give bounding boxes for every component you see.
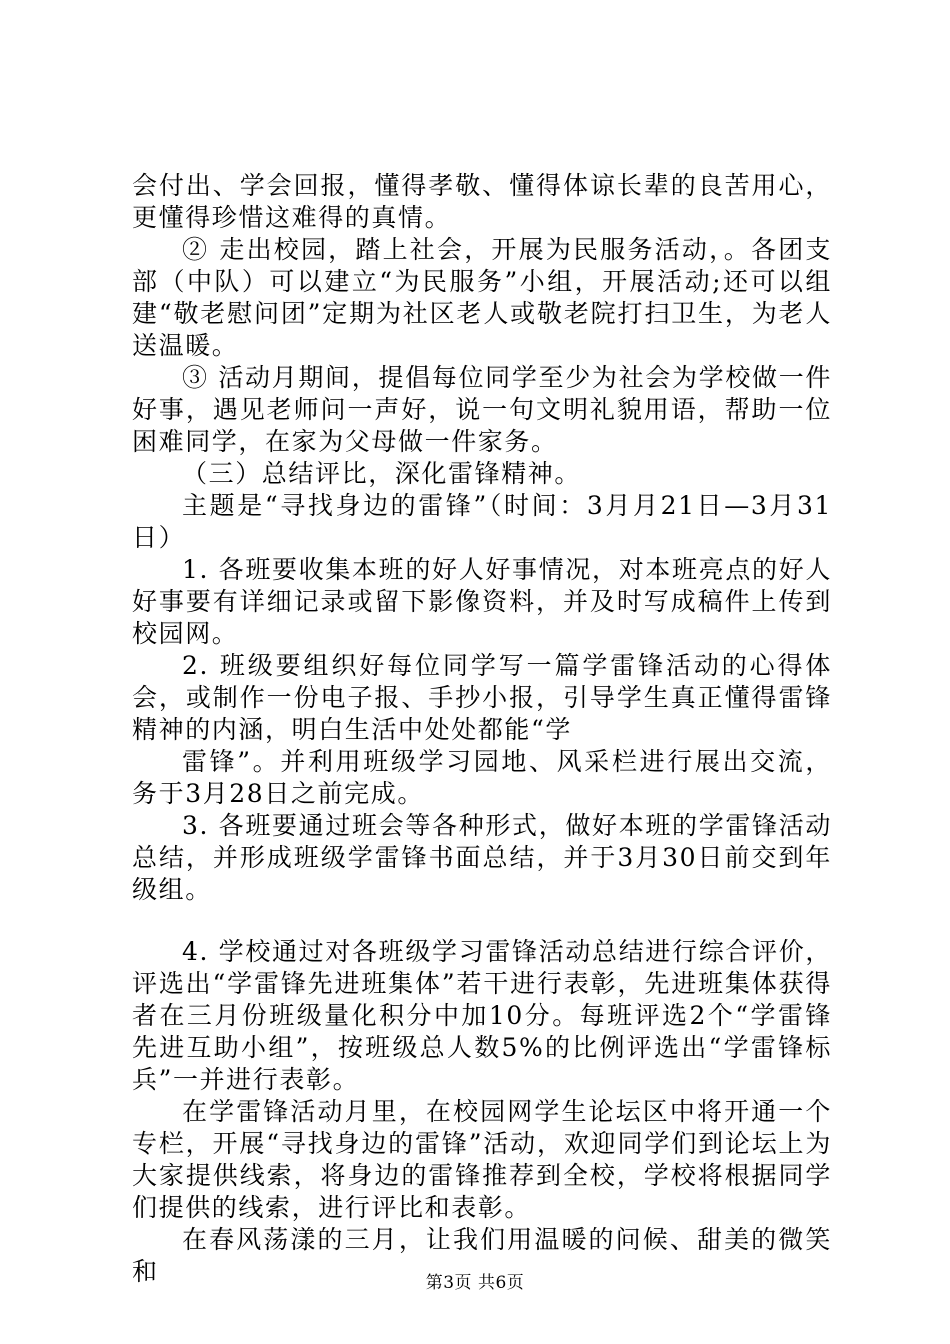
document-body bbox=[132, 170, 832, 1288]
page-number-footer: 第3页 共6页 bbox=[425, 1273, 525, 1293]
paragraph-point-1: 1. 各班要收集本班的好人好事情况，对本班亮点的好人好事要有详细记录或留下影像资料，并及时写成稿件上传到校园网。 bbox=[132, 555, 832, 648]
paragraph-closing: 在春风荡漾的三月，让我们用温暖的问候、甜美的微笑和 bbox=[132, 1225, 832, 1286]
paragraph-theme: 主题是“寻找身边的雷锋”（时间：3月月21日—3月31日） bbox=[132, 491, 832, 552]
section-heading: （三）总结评比，深化雷锋精神。 bbox=[182, 459, 582, 488]
paragraph-point-2: 2. 班级要组织好每位同学写一篇学雷锋活动的心得体会，或制作一份电子报、手抄小报，引导学生真正懂得雷锋精神的内涵，明白生活中处处都能“学 bbox=[132, 651, 832, 744]
paragraph-point-2-continued: 雷锋”。并利用班级学习园地、风采栏进行展出交流，务于3月28日之前完成。 bbox=[132, 747, 832, 808]
paragraph-item-3: ③ 活动月期间，提倡每位同学至少为社会为学校做一件好事，遇见老师问一声好，说一句文明礼貌用语，帮助一位困难同学，在家为父母做一件家务。 bbox=[132, 363, 832, 456]
paragraph-point-4: 4. 学校通过对各班级学习雷锋活动总结进行综合评价，评选出“学雷锋先进班集体”若干进行表彰，先进班集体获得者在三月份班级量化积分中加10分。每班评选2个“学雷锋先进互助小组”，按班级总人数5%的比例评选出“学雷锋标兵”一并进行表彰。 bbox=[132, 937, 832, 1094]
paragraph-point-3: 3. 各班要通过班会等各种形式，做好本班的学雷锋活动总结，并形成班级学雷锋书面总结，并于3月30日前交到年级组。 bbox=[132, 811, 832, 904]
paragraph-item-2: ② 走出校园，踏上社会，开展为民服务活动，。各团支部（中队）可以建立“为民服务”小组，开展活动;还可以组建“敬老慰问团”定期为社区老人或敬老院打扫卫生，为老人送温暖。 bbox=[132, 235, 832, 360]
paragraph-continuation: 会付出、学会回报，懂得孝敬、懂得体谅长辈的良苦用心，更懂得珍惜这难得的真情。 bbox=[132, 171, 832, 232]
paragraph-forum: 在学雷锋活动月里，在校园网学生论坛区中将开通一个专栏，开展“寻找身边的雷锋”活动，欢迎同学们到论坛上为大家提供线索，将身边的雷锋推荐到全校，学校将根据同学们提供的线索，进行评比和表彰。 bbox=[132, 1097, 832, 1222]
